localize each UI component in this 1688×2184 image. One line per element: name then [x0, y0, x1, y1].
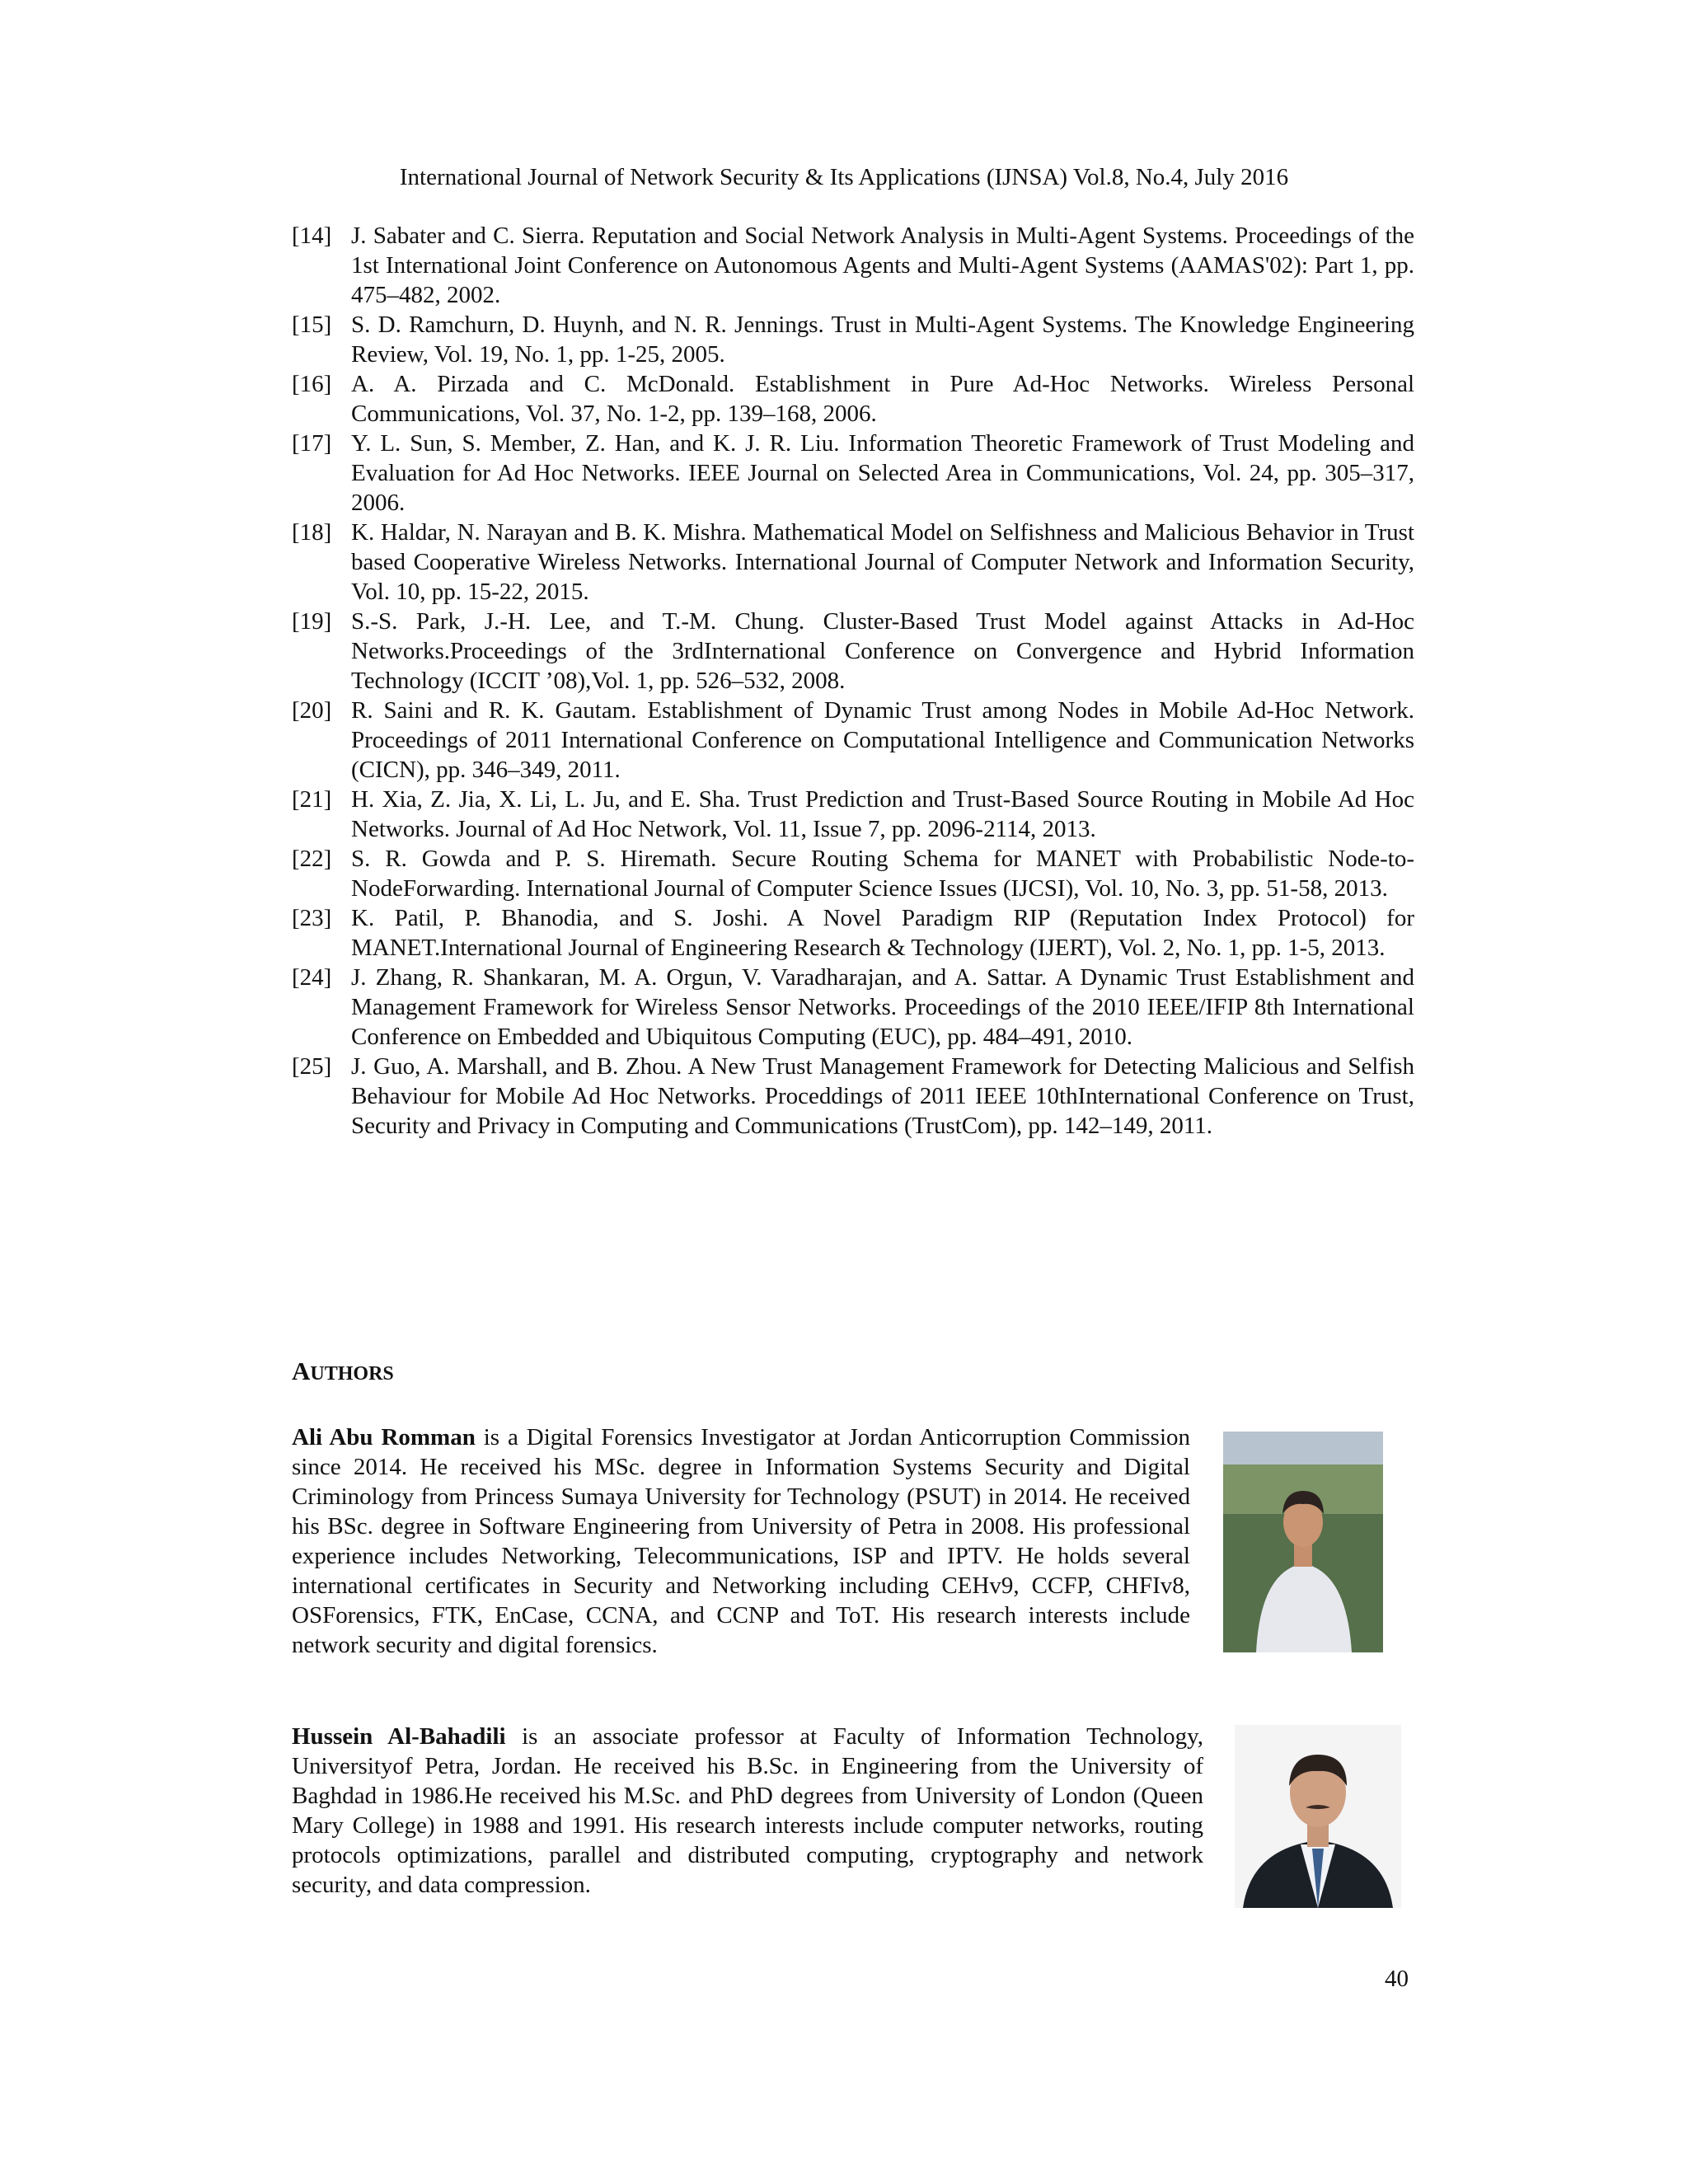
reference-text: A. A. Pirzada and C. McDonald. Establishment in Pure Ad-Hoc Networks. Wireless Personal Communications, Vol. 37, No. 1-2, pp. 139–168, 2006. — [351, 371, 1414, 427]
reference-text: J. Zhang, R. Shankaran, M. A. Orgun, V. Varadharajan, and A. Sattar. A Dynamic Trust Establishment and Management Framework for Wireless Sensor Networks. Proceedings of the 2010 IEEE/IFIP 8th International Conference on Embedded and Ubiquitous Computing (EUC), pp. 484–491, 2010. — [351, 964, 1414, 1050]
reference-number: [21] — [292, 786, 332, 813]
reference-number: [23] — [292, 905, 332, 931]
reference-item — [292, 844, 1414, 903]
reference-text: S.-S. Park, J.-H. Lee, and T.-M. Chung. Cluster-Based Trust Model against Attacks in Ad-Hoc Networks.Proceedings of the 3rdInternational Conference on Convergence and Hybrid Information Technology (ICCIT ’08),Vol. 1, pp. 526–532, 2008. — [351, 608, 1414, 694]
reference-item — [292, 369, 1414, 429]
reference-number: [15] — [292, 312, 332, 338]
reference-item — [292, 221, 1414, 310]
reference-number: [25] — [292, 1053, 332, 1080]
reference-text: K. Patil, P. Bhanodia, and S. Joshi. A Novel Paradigm RIP (Reputation Index Protocol) for MANET.International Journal of Engineering Research & Technology (IJERT), Vol. 2, No. 1, pp. 1-5, 2013. — [351, 905, 1414, 961]
reference-item — [292, 518, 1414, 607]
running-header: International Journal of Network Security & Its Applications (IJNSA) Vol.8, No.4, July 2016 — [399, 164, 1289, 190]
reference-item — [292, 1052, 1414, 1141]
reference-text: S. R. Gowda and P. S. Hiremath. Secure Routing Schema for MANET with Probabilistic Node-to-NodeForwarding. International Journal of Computer Science Issues (IJCSI), Vol. 10, No. 3, pp. 51-58, 2013. — [351, 846, 1414, 902]
reference-text: J. Guo, A. Marshall, and B. Zhou. A New Trust Management Framework for Detecting Malicious and Selfish Behaviour for Mobile Ad Hoc Networks. Proceddings of 2011 IEEE 10thInternational Conference on Trust, Security and Privacy in Computing and Communications (TrustCom), pp. 142–149, 2011. — [351, 1053, 1414, 1139]
author-photo-portrait — [1223, 1432, 1383, 1652]
reference-number: [16] — [292, 371, 332, 397]
reference-number: [17] — [292, 430, 332, 457]
reference-number: [18] — [292, 519, 332, 546]
author-bio-text: is an associate professor at Faculty of Information Technology, Universityof Petra, Jordan. He received his B.Sc. in Engineering from the University of Baghdad in 1986.He received his M.Sc. and PhD degrees from University of London (Queen Mary College) in 1988 and 1991. His research interests include computer networks, routing protocols optimizations, parallel and distributed computing, cryptography and network security, and data compression. — [292, 1723, 1203, 1898]
reference-item — [292, 429, 1414, 518]
author-photo-portrait — [1235, 1725, 1401, 1908]
reference-text: J. Sabater and C. Sierra. Reputation and Social Network Analysis in Multi-Agent Systems. Proceedings of the 1st International Joint Conference on Autonomous Agents and Multi-Agent Systems (AAMAS'02): Part 1, pp. 475–482, 2002. — [351, 223, 1414, 308]
author-bio-text: is a Digital Forensics Investigator at Jordan Anticorruption Commission since 2014. He received his MSc. degree in Information Systems Security and Digital Criminology from Princess Sumaya University for Technology (PSUT) in 2014. He received his BSc. degree in Software Engineering from University of Petra in 2008. His professional experience includes Networking, Telecommunications, ISP and IPTV. He holds several international certificates in Security and Networking including CEHv9, CCFP, CHFIv8, OSForensics, FTK, EnCase, CCNA, and CCNP and ToT. His research interests include network security and digital forensics. — [292, 1424, 1190, 1658]
reference-text: S. D. Ramchurn, D. Huynh, and N. R. Jennings. Trust in Multi-Agent Systems. The Knowledge Engineering Review, Vol. 19, No. 1, pp. 1-25, 2005. — [351, 312, 1414, 368]
authors-heading-rest: UTHORS — [310, 1363, 394, 1385]
reference-number: [19] — [292, 608, 332, 635]
authors-heading — [292, 1357, 394, 1389]
author-photo — [1223, 1432, 1383, 1652]
author-bio — [292, 1722, 1203, 1900]
author-bio — [292, 1422, 1190, 1660]
reference-item — [292, 607, 1414, 696]
reference-number: [14] — [292, 223, 332, 249]
reference-number: [24] — [292, 964, 332, 991]
reference-text: Y. L. Sun, S. Member, Z. Han, and K. J. R. Liu. Information Theoretic Framework of Trust Modeling and Evaluation for Ad Hoc Networks. IEEE Journal on Selected Area in Communications, Vol. 24, pp. 305–317, 2006. — [351, 430, 1414, 516]
reference-number: [20] — [292, 697, 332, 724]
author-name: Ali Abu Romman — [292, 1424, 476, 1451]
reference-text: R. Saini and R. K. Gautam. Establishment of Dynamic Trust among Nodes in Mobile Ad-Hoc Network. Proceedings of 2011 International Conference on Computational Intelligence and Communication Networks (CICN), pp. 346–349, 2011. — [351, 697, 1414, 783]
reference-item — [292, 310, 1414, 369]
reference-item — [292, 963, 1414, 1052]
authors-heading-initial: A — [292, 1357, 311, 1385]
reference-item — [292, 903, 1414, 963]
reference-text: H. Xia, Z. Jia, X. Li, L. Ju, and E. Sha. Trust Prediction and Trust-Based Source Routing in Mobile Ad Hoc Networks. Journal of Ad Hoc Network, Vol. 11, Issue 7, pp. 2096-2114, 2013. — [351, 786, 1414, 842]
reference-number: [22] — [292, 846, 332, 872]
author-photo — [1235, 1725, 1401, 1908]
reference-list — [292, 221, 1414, 1141]
reference-text: K. Haldar, N. Narayan and B. K. Mishra. Mathematical Model on Selfishness and Malicious Behavior in Trust based Cooperative Wireless Networks. International Journal of Computer Network and Information Security, Vol. 10, pp. 15-22, 2015. — [351, 519, 1414, 605]
reference-item — [292, 785, 1414, 844]
page-number: 40 — [1385, 1966, 1409, 1992]
reference-item — [292, 696, 1414, 785]
author-name: Hussein Al-Bahadili — [292, 1723, 506, 1750]
